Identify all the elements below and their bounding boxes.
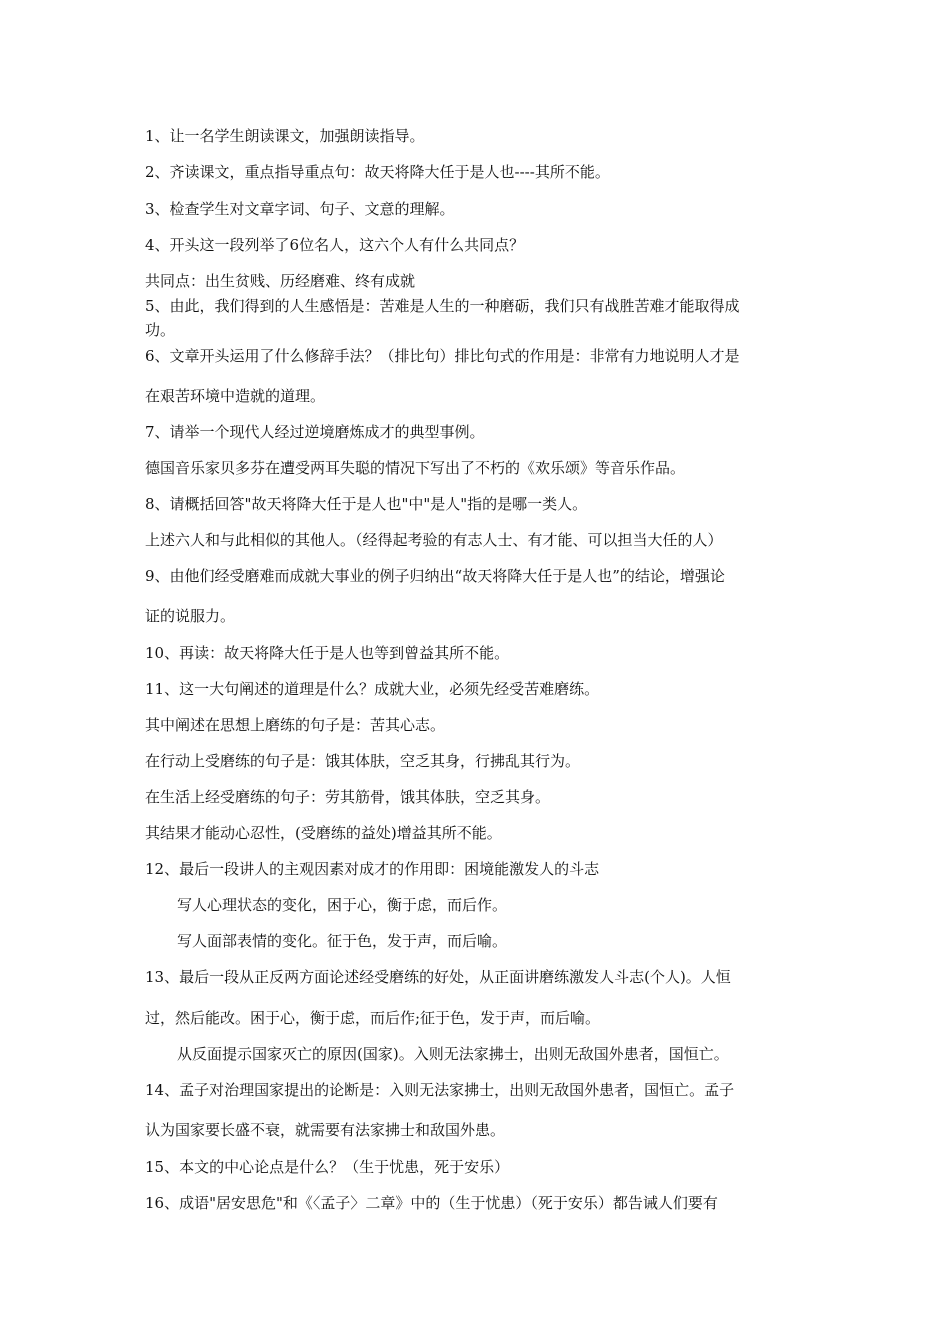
text-line-20: 在生活上经受磨练的句子：劳其筋骨，饿其体肤，空乏其身。 — [145, 788, 551, 806]
text-line-16: 10、再读：故天将降大任于是人也等到曾益其所不能。 — [145, 644, 510, 662]
text-line-15: 证的说服力。 — [145, 607, 236, 625]
text-line-11: 德国音乐家贝多芬在遭受两耳失聪的情况下写出了不朽的《欢乐颂》等音乐作品。 — [145, 459, 686, 477]
text-line-29: 认为国家要长盛不衰，就需要有法家拂士和敌国外患。 — [145, 1121, 506, 1139]
text-line-13: 上述六人和与此相似的其他人。（经得起考验的有志人士、有才能、可以担当大任的人） — [145, 531, 723, 549]
text-line-30: 15、本文的中心论点是什么？（生于忧患，死于安乐） — [145, 1158, 510, 1176]
text-line-14: 9、由他们经受磨难而成就大事业的例子归纳出“故天将降大任于是人也”的结论，增强论 — [145, 567, 725, 585]
text-line-24: 写人面部表情的变化。征于色，发于声，而后喻。 — [177, 932, 508, 950]
text-line-3: 3、检查学生对文章字词、句子、文意的理解。 — [145, 200, 455, 218]
text-line-21: 其结果才能动心忍性，(受磨练的益处)增益其所不能。 — [145, 824, 502, 842]
text-line-7: 功。 — [145, 321, 176, 339]
text-line-25: 13、最后一段从正反两方面论述经受磨练的好处，从正面讲磨练激发人斗志(个人)。人恒 — [145, 968, 731, 986]
text-line-31: 16、成语"居安思危"和《〈孟子〉二章》中的（生于忧患）（死于安乐）都告诫人们要有 — [145, 1194, 718, 1212]
text-line-26: 过，然后能改。困于心，衡于虑，而后作;征于色，发于声，而后喻。 — [145, 1009, 601, 1027]
text-line-9: 在艰苦环境中造就的道理。 — [145, 387, 326, 405]
text-line-19: 在行动上受磨练的句子是：饿其体肤，空乏其身，行拂乱其行为。 — [145, 752, 581, 770]
text-line-8: 6、文章开头运用了什么修辞手法？（排比句）排比句式的作用是：非常有力地说明人才是 — [145, 347, 740, 365]
text-line-2: 2、齐读课文，重点指导重点句：故天将降大任于是人也----其所不能。 — [145, 163, 610, 181]
text-line-22: 12、最后一段讲人的主观因素对成才的作用即：困境能激发人的斗志 — [145, 860, 600, 878]
text-line-5: 共同点：出生贫贱、历经磨难、终有成就 — [145, 272, 416, 290]
text-line-6: 5、由此，我们得到的人生感悟是：苦难是人生的一种磨砺，我们只有战胜苦难才能取得成 — [145, 297, 740, 315]
text-line-18: 其中阐述在思想上磨练的句子是：苦其心志。 — [145, 716, 446, 734]
text-line-27: 从反面提示国家灭亡的原因(国家)。入则无法家拂士，出则无敌国外患者，国恒亡。 — [177, 1045, 729, 1063]
text-line-1: 1、让一名学生朗读课文，加强朗读指导。 — [145, 127, 425, 145]
text-line-10: 7、请举一个现代人经过逆境磨炼成才的典型事例。 — [145, 423, 485, 441]
text-line-28: 14、孟子对治理国家提出的论断是：入则无法家拂士，出则无敌国外患者，国恒亡。孟子 — [145, 1081, 735, 1099]
text-line-12: 8、请概括回答"故天将降大任于是人也"中"是人"指的是哪一类人。 — [145, 495, 588, 513]
text-line-23: 写人心理状态的变化，困于心，衡于虑，而后作。 — [177, 896, 508, 914]
text-line-4: 4、开头这一段列举了6位名人，这六个人有什么共同点？ — [145, 236, 525, 254]
text-line-17: 11、这一大句阐述的道理是什么？成就大业，必须先经受苦难磨练。 — [145, 680, 600, 698]
